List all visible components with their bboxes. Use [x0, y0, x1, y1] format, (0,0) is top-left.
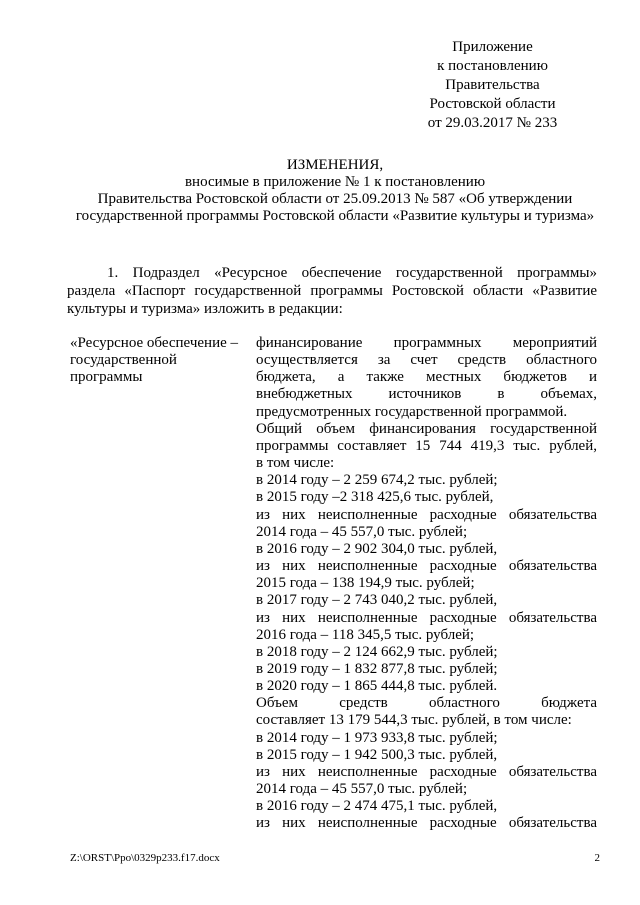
- passport-label-line: программы: [70, 369, 143, 385]
- passport-content-line: в 2015 году – 1 942 500,3 тыс. рублей,: [256, 746, 498, 763]
- page-number: 2: [594, 852, 600, 864]
- passport-content-line: бюджета, а также местных бюджетов и: [256, 369, 597, 386]
- passport-content-line: финансирование программных мероприятий: [256, 335, 597, 351]
- heading-line: Правительства Ростовской области от 25.09.2013 № 587 «Об утверждении: [97, 191, 573, 207]
- passport-content-line: из них неисполненные расходные обязательства: [256, 558, 597, 575]
- appendix-line: от 29.03.2017 № 233: [427, 115, 558, 131]
- passport-content-line: осуществляется за счет средств областного: [256, 352, 597, 369]
- passport-content-line: в 2018 году – 2 124 662,9 тыс. рублей;: [256, 643, 498, 660]
- passport-content-line: 2014 года – 45 557,0 тыс. рублей;: [256, 781, 468, 798]
- intro-line: культуры и туризма» изложить в редакции:: [67, 301, 343, 317]
- passport-content-line: 2014 года – 45 557,0 тыс. рублей;: [256, 523, 468, 540]
- appendix-line: Правительства: [445, 77, 540, 93]
- appendix-line: Приложение: [452, 39, 533, 55]
- passport-content-line: программы составляет 15 744 419,3 тыс. рублей,: [256, 437, 597, 454]
- file-path: Z:\ORST\Ppo\0329p233.f17.docx: [70, 852, 220, 864]
- passport-content-line: внебюджетных источников в объемах,: [256, 386, 597, 403]
- passport-content-line: в 2017 году – 2 743 040,2 тыс. рублей,: [256, 592, 498, 609]
- heading-line: вносимые в приложение № 1 к постановлению: [184, 174, 486, 190]
- passport-content-line: в 2020 году – 1 865 444,8 тыс. рублей.: [256, 678, 498, 695]
- intro-paragraph: [67, 264, 597, 318]
- passport-content-line: в том числе:: [256, 455, 335, 472]
- passport-content-line: предусмотренных государственной программой.: [256, 403, 568, 420]
- passport-content-line: 2015 года – 138 194,9 тыс. рублей;: [256, 575, 475, 592]
- passport-content-line: составляет 13 179 544,3 тыс. рублей, в том числе:: [256, 712, 572, 729]
- passport-content-line: 2016 года – 118 345,5 тыс. рублей;: [256, 626, 475, 643]
- passport-content-line: в 2014 году – 1 973 933,8 тыс. рублей;: [256, 729, 498, 746]
- heading-line: государственной программы Ростовской области «Развитие культуры и туризма»: [75, 208, 595, 224]
- document-title: ИЗМЕНЕНИЯ,: [286, 157, 384, 173]
- passport-label-line: государственной: [70, 352, 177, 368]
- passport-content-line: в 2014 году – 2 259 674,2 тыс. рублей;: [256, 472, 498, 489]
- passport-content-line: в 2019 году – 1 832 877,8 тыс. рублей;: [256, 660, 498, 677]
- page-footer: [70, 852, 600, 864]
- passport-content-line: в 2016 году – 2 474 475,1 тыс. рублей,: [256, 798, 498, 815]
- appendix-block: [410, 38, 575, 133]
- appendix-line: к постановлению: [437, 58, 548, 74]
- passport-content-line: из них неисполненные расходные обязательства: [256, 506, 597, 523]
- passport-content-line: из них неисполненные расходные обязательства: [256, 763, 597, 780]
- appendix-line: Ростовской области: [429, 96, 556, 112]
- passport-content-line: Общий объем финансирования государственной: [256, 420, 597, 437]
- passport-content-line: из них неисполненные расходные обязательства: [256, 815, 597, 832]
- intro-line: раздела «Паспорт государственной программы Ростовской области «Развитие: [67, 283, 597, 299]
- passport-label-line: «Ресурсное обеспечение –: [70, 335, 239, 351]
- document-heading: [60, 157, 610, 225]
- passport-content-line: Объем средств областного бюджета: [256, 695, 597, 712]
- intro-line: 1. Подраздел «Ресурсное обеспечение государственной программы»: [107, 265, 597, 281]
- passport-label: [70, 335, 250, 386]
- passport-content-line: в 2015 году –2 318 425,6 тыс. рублей,: [256, 489, 494, 506]
- passport-content-line: в 2016 году – 2 902 304,0 тыс. рублей,: [256, 540, 498, 557]
- passport-content-line: из них неисполненные расходные обязательства: [256, 609, 597, 626]
- passport-content: [256, 335, 597, 833]
